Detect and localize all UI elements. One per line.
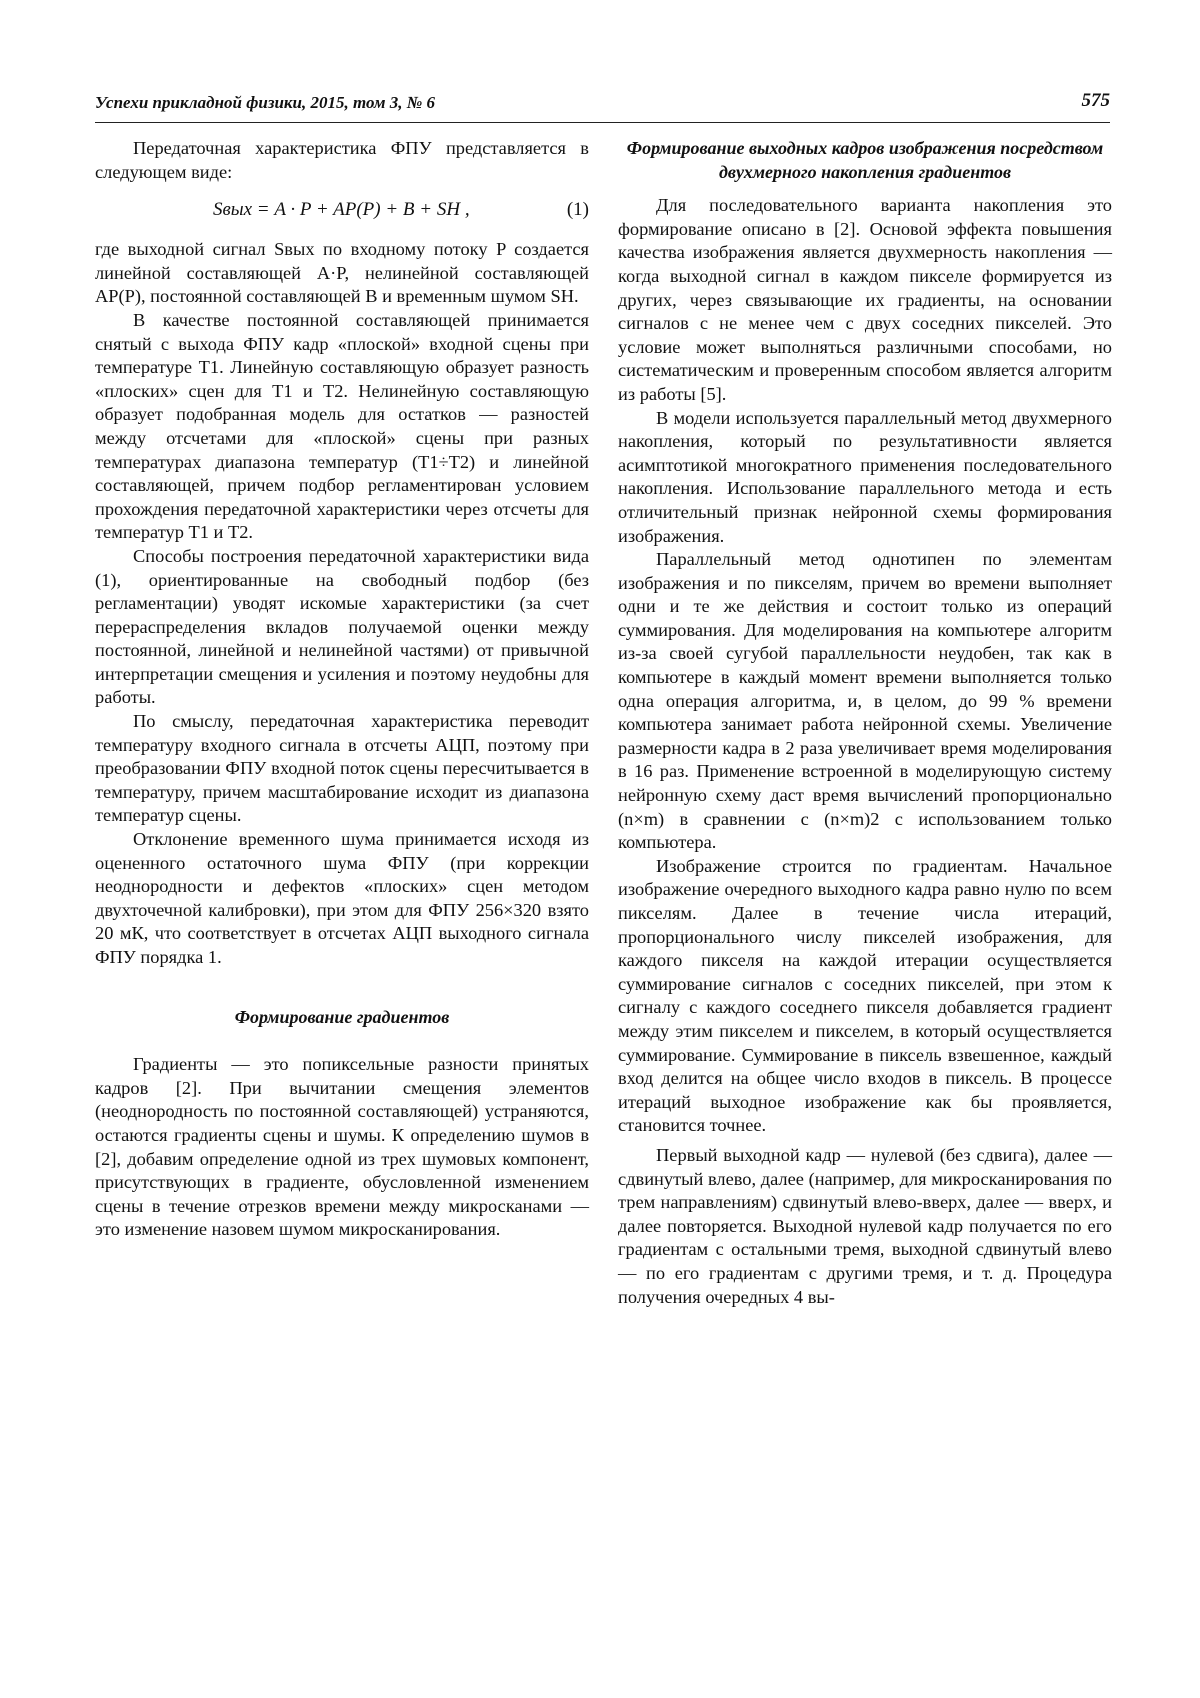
paragraph: Для последовательного варианта накопления это формирование описано в [2]. Основой эффекта повышения качества изображения является двухмерность накопления — когда выходной сигнал в каждом пикселе формируется из других, через связывающие их градиенты, на основании сигналов с не менее чем с двух соседних пикселей. Это условие может выполняться различными способами, но систематическим и проверенным способом является алгоритм из работы [5]. xyxy=(618,195,1112,404)
paragraph: В модели используется параллельный метод двухмерного накопления, который по результативности является асимптотикой многократного применения последовательного накопления. Использование параллельного метода и есть отличительный признак нейронной схемы формирования изображения. xyxy=(618,407,1112,546)
paragraph: В качестве постоянной составляющей принимается снятый с выхода ФПУ кадр «плоской» входной сцены при температуре T1. Линейную составляющую образует разность «плоских» сцен для T1 и T2. Нелинейную составляющую образует подобранная модель для остатков — разностей между отсчетами для «плоской» сцены при разных температурах диапазона температур (T1÷T2) и линейной составляющей, причем подбор регламентирован условием прохождения передаточной характеристики через отсчеты для температур T1 и T2. xyxy=(95,309,589,543)
running-header xyxy=(95,88,1110,123)
paragraph: Градиенты — это попиксельные разности принятых кадров [2]. При вычитании смещения элементов (неоднородность по постоянной составляющей) устраняются, остаются градиенты сцены и шумы. К определению шумов в [2], добавим определение одной из трех шумовых компонент, присутствующих в градиенте, обусловленной изменением сцены в течение отрезков времени между микросканами — это изменение назовем шумом микросканирования. xyxy=(95,1054,589,1240)
paragraph: где выходной сигнал Sвых по входному потоку P создается линейной составляющей A·P, нелинейной составляющей AP(P), постоянной составляющей B и временным шумом SH. xyxy=(95,239,589,307)
paragraph: Первый выходной кадр — нулевой (без сдвига), далее — сдвинутый влево, далее (например, для микросканирования по трем направлениям) сдвинутый влево-вверх, далее — вверх, и далее повторяется. Выходной нулевой кадр получается по его градиентам с остальными тремя, выходной сдвинутый влево — по его градиентам с другими тремя, и т. д. Процедура получения очередных 4 вы- xyxy=(618,1144,1112,1307)
journal-citation: Успехи прикладной физики, 2015, том 3, № 6 xyxy=(95,93,436,112)
section-title-gradients: Формирование градиентов xyxy=(234,1006,450,1027)
paragraph: Отклонение временного шума принимается исходя из оцененного остаточного шума ФПУ (при коррекции неоднородности и дефектов «плоских» сцен методом двухточечной калибровки), при этом для ФПУ 256×320 взято 20 мК, что соответствует в отсчетах АЦП выходного сигнала ФПУ порядка 1. xyxy=(95,829,589,967)
equation-expression: Sвых = A · P + AP(P) + B + SH , xyxy=(213,199,470,221)
paragraph: Способы построения передаточной характеристики вида (1), ориентированные на свободный подбор (без регламентации) уводят искомые характеристики (за счет перераспределения вкладов получаемой оценки между постоянной, линейной и нелинейной частями) от привычной интерпретации смещения и усиления и поэтому неудобны для работы. xyxy=(95,545,589,708)
equation-number: (1) xyxy=(566,199,589,221)
paragraph: Изображение строится по градиентам. Начальное изображение очередного выходного кадра равно нулю по всем пикселям. Далее в течение числа итераций, пропорционального числу пикселей изображения, для каждого пикселя на каждой итерации осуществляется суммирование сигналов с соседних пикселей, при этом к сигналу с каждого соседнего пикселя добавляется градиент между этим пикселем и пикселем, в который осуществляется суммирование. Суммирование в пиксель взвешенное, каждый вход делится на общее число входов в пиксель. В процессе итераций выходное изображение как бы проявляется, становится точнее. xyxy=(618,855,1112,1136)
paragraph: Параллельный метод однотипен по элементам изображения и по пикселям, причем во времени выполняет одни и те же действия и состоит только из операций суммирования. Для моделирования на компьютере алгоритм из-за своей сугубой параллельности неудобен, так как в компьютере в каждый момент времени выполняется только одна операция алгоритма, и, в целом, до 99 % времени компьютера занимает работа нейронной схемы. Увеличение размерности кадра в 2 раза увеличивает время моделирования в 16 раз. Применение встроенной в моделирующую систему нейронную схему даст время вычислений пропорционально (n×m) в сравнении с (n×m)2 с использованием только компьютера. xyxy=(618,549,1112,853)
page-number: 575 xyxy=(1081,90,1110,111)
equation-1 xyxy=(95,190,589,234)
section-title-output-frames: Формирование выходных кадров изображения посредством двухмерного накопления градиентов xyxy=(626,138,1104,182)
paragraph: По смыслу, передаточная характеристика переводит температуру входного сигнала в отсчеты АЦП, поэтому при преобразовании ФПУ входной поток сцены пересчитывается в температуру, причем масштабирование исходит из диапазона температур сцены. xyxy=(95,711,589,826)
left-column xyxy=(95,137,589,1242)
right-column xyxy=(618,137,1112,1309)
paragraph: Передаточная характеристика ФПУ представляется в следующем виде: xyxy=(95,138,589,182)
